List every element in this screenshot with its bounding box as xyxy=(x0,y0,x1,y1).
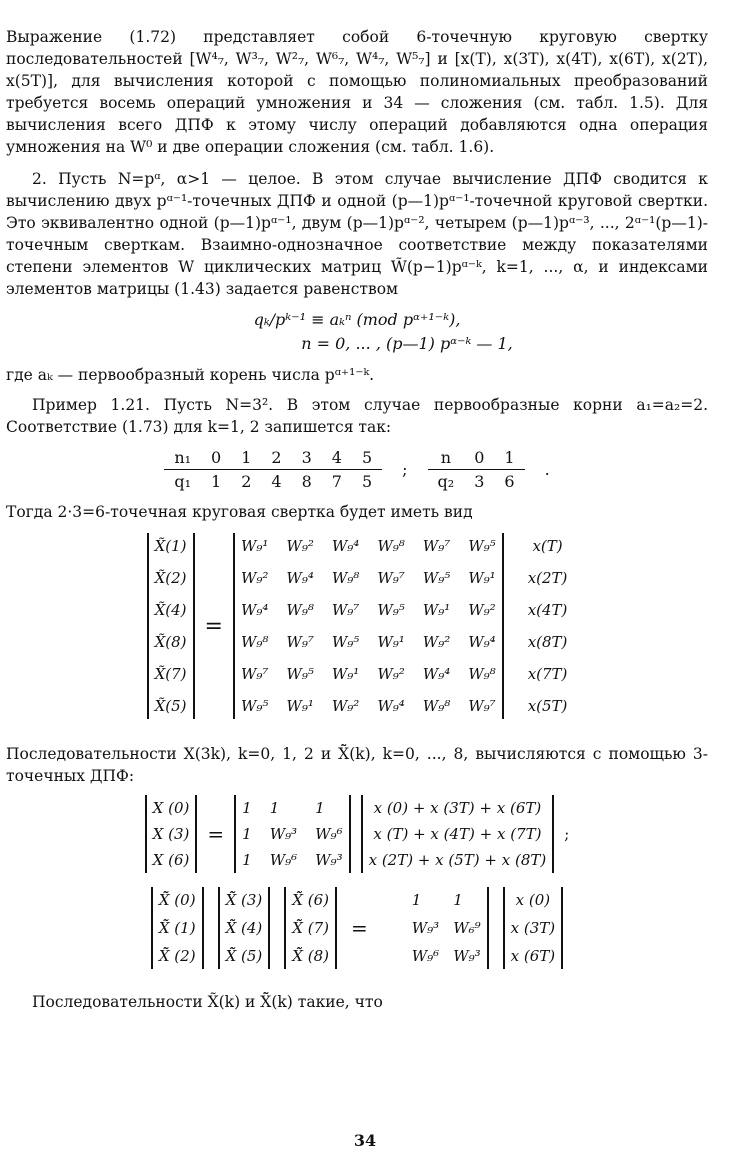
table-k2: n 0 1 q₂ 3 6 xyxy=(428,446,525,493)
paragraph-5: Тогда 2·3=6-точечная круговая свертка будет иметь вид xyxy=(6,503,473,521)
paragraph-7: Последовательности X̃(k) и X̃̃(k) такие, что xyxy=(32,993,383,1011)
table-k1: n₁ 0 1 2 3 4 5 q₁ 1 2 4 8 7 5 xyxy=(164,446,382,493)
rhs-vector: x(T) x(2T) x(4T) x(8T) x(7T) x(5T) xyxy=(527,537,568,715)
lhs-vector: X̃(1) X̃(2) X̃(4) X̃(8) X̃(7) X̃(5) xyxy=(147,533,195,719)
page-number: 34 xyxy=(353,1131,377,1150)
paragraph-6: Последовательности X(3k), k=0, 1, 2 и X̃̃(k), k=0, ..., 8, вычисляются с помощью 3-точечных ДПФ: xyxy=(6,745,708,785)
paragraph-3: где aₖ — первообразный корень числа pᵅ⁺¹⁻ᵏ. xyxy=(6,366,375,384)
paragraph-2: 2. Пусть N=pᵅ, α>1 — целое. В этом случае вычисление ДПФ сводится к вычислению двух pᵅ⁻¹-точечных ДПФ и одной (p—1)pᵅ⁻¹-точечной круговой свертки. Это эквивалентно одной (p—1)pᵅ⁻¹, двум (p—1)pᵅ⁻², четырем (p—1)pᵅ⁻³, ..., 2ᵅ⁻¹(p—1)-точечным сверткам. Взаимно-однозначное соответствие между показателями степени элементов W циклических матриц W̃(p−1)pᵅ⁻ᵏ, k=1, ..., α, и индексами элементов матрицы (1.43) задается равенством xyxy=(6,170,708,298)
matrix-equation-1: X̃(1) X̃(2) X̃(4) X̃(8) X̃(7) X̃(5) = W₉¹ W₉² W₉⁴ W₉⁸ W₉⁷ W₉⁵ W₉² W₉⁴ W₉⁸ W₉⁷ W₉⁵ W₉¹ W₉⁴ W₉⁸ W₉⁷ W₉⁵ W₉¹ W₉² W₉⁸ W₉⁷ W₉⁵ W₉¹ W₉² W₉⁴ W₉⁷ W₉⁵ W₉¹ W₉² W₉⁴ W₉⁸ W₉⁵ W₉¹ W₉² W₉⁴ W₉⁸ W₉⁷ x(T) x(2T) x(4T) x(8T) x(7T) x(5T) xyxy=(6,533,708,719)
equation-2: n = 0, ... , (p—1) pᵅ⁻ᵏ — 1, xyxy=(301,334,513,353)
matrix-equation-3: X̃̃ (0) X̃̃ (1) X̃̃ (2) X̃̃ (3) X̃̃ (4) X̃̃ (5) X̃̃ (6) X̃̃ (7) X̃̃ (8) = 1 1 W₉³ W₆⁹ W₉⁶ W₉³ x (0) x (3T) x (6T) xyxy=(6,887,708,969)
w-matrix: W₉¹ W₉² W₉⁴ W₉⁸ W₉⁷ W₉⁵ W₉² W₉⁴ W₉⁸ W₉⁷ W₉⁵ W₉¹ W₉⁴ W₉⁸ W₉⁷ W₉⁵ W₉¹ W₉² W₉⁸ W₉⁷ W₉⁵ W₉¹ W₉² W₉⁴ W₉⁷ W₉⁵ W₉¹ W₉² W₉⁴ W₉⁸ W₉⁵ W₉¹ W₉² W₉⁴ W₉⁸ W₉⁷ xyxy=(233,533,504,719)
example-paragraph: Пример 1.21. Пусть N=3². В этом случае первообразные корни a₁=a₂=2. Соответствие (1.73) для k=1, 2 запишется так: xyxy=(6,396,708,436)
paragraph-1: Выражение (1.72) представляет собой 6-точечную круговую свертку последовательностей [W⁴₇, W³₇, W²₇, W⁶₇, W⁴₇, W⁵₇] и [x(T), x(3T), x(4T), x(6T), x(2T), x(5T)], для вычисления которой с помощью полиномиальных преобразований требуется восемь операций умножения и 34 — сложения (см. табл. 1.5). Для вычисления всего ДПФ к этому числу операций добавляются одна операция умножения на W⁰ и две операции сложения (см. табл. 1.6). xyxy=(6,28,708,156)
matrix-equation-2: X (0) X (3) X (6) = 1 1 1 1 W₉³ W₉⁶ 1 W₉⁶ W₉³ x (0) + x (3T) + x (6T) x (T) + x (4T) + x (7T) x (2T) + x (5T) + x (8T) ; xyxy=(6,795,708,873)
equation-1: qₖ/pᵏ⁻¹ ≡ aₖⁿ (mod pᵅ⁺¹⁻ᵏ), xyxy=(253,310,461,329)
correspondence-tables: n₁ 0 1 2 3 4 5 q₁ 1 2 4 8 7 5 ; n 0 1 q₂ 3 6 . xyxy=(6,446,708,493)
